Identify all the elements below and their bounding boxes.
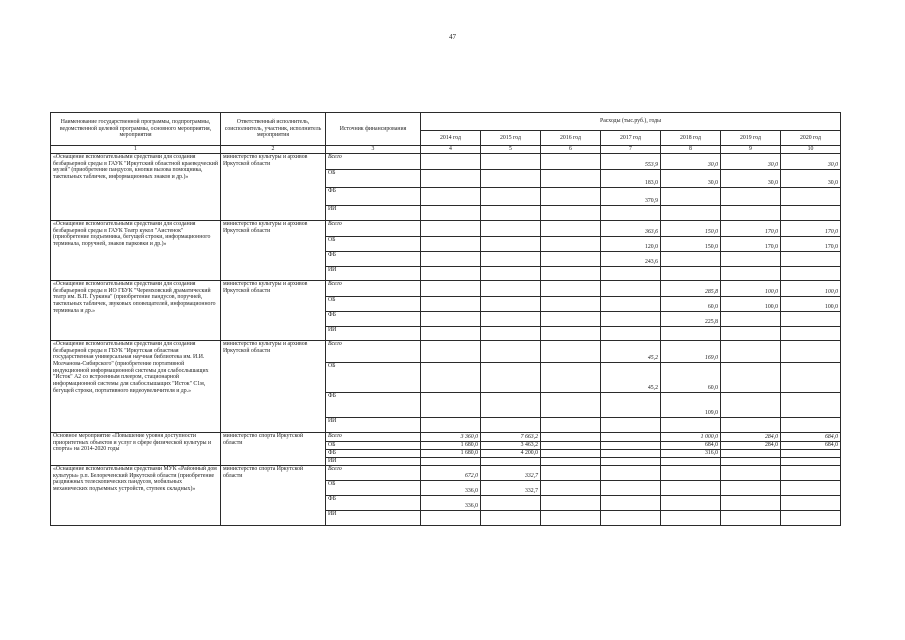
column-number: 1 [51,146,221,154]
amount-cell [481,267,541,281]
amount-cell [541,312,601,327]
column-number: 10 [781,146,841,154]
amount-cell: 7 663,2 [481,433,541,442]
amount-cell [421,458,481,466]
column-number: 3 [326,146,421,154]
amount-cell [481,221,541,237]
amount-cell [421,363,481,393]
amount-cell [421,252,481,267]
amount-cell [721,511,781,526]
funding-source: Всего [326,221,421,237]
funding-source: ОБ [326,442,421,450]
funding-source: ФБ [326,312,421,327]
amount-cell [421,418,481,433]
amount-cell [481,252,541,267]
amount-cell: 100,0 [721,281,781,297]
amount-cell [661,206,721,221]
amount-cell: 170,0 [721,221,781,237]
funding-source: ОБ [326,170,421,188]
amount-cell [541,341,601,363]
funding-source: ОБ [326,481,421,496]
amount-cell [721,206,781,221]
amount-cell: 3 360,0 [421,433,481,442]
funding-source: ИИ [326,267,421,281]
column-number-row [51,146,841,154]
amount-cell [661,327,721,341]
column-number: 7 [601,146,661,154]
amount-cell: 1 680,0 [421,450,481,458]
amount-cell [541,206,601,221]
header-source: Источник финансирования [326,113,421,146]
header-year: 2014 год [421,131,481,146]
amount-cell [781,267,841,281]
amount-cell [481,154,541,170]
amount-cell [481,418,541,433]
amount-cell [481,206,541,221]
amount-cell: 684,0 [781,442,841,450]
amount-cell: 120,0 [601,237,661,252]
amount-cell [541,221,601,237]
amount-cell: 684,0 [661,442,721,450]
column-number: 4 [421,146,481,154]
amount-cell [781,327,841,341]
amount-cell [481,363,541,393]
amount-cell: 150,0 [661,221,721,237]
amount-cell: 60,0 [661,297,721,312]
amount-cell [421,267,481,281]
amount-cell [781,188,841,206]
amount-cell [781,496,841,511]
measure-name: «Оснащение вспомогательными средствами для создания безбарьерной среды в ГБУК "Иркутская областная государственная универсальная научная библиотека им. И.И. Молчанова-Сибирского" (приобретение портативной индукционной информационной системы для слабослышащих "Исток" А2 со встроенным плеером, стационарной информационной системы для слабослышащих "Исток" С1м, бегущей строки, портативного видеоувеличителя и др.» [51,341,221,433]
amount-cell [421,221,481,237]
header-expenses: Расходы (тыс.руб.), годы [421,113,841,131]
amount-cell [721,327,781,341]
funding-source: ФБ [326,188,421,206]
amount-cell [601,327,661,341]
funding-source: ФБ [326,450,421,458]
amount-cell [781,312,841,327]
amount-cell [721,466,781,481]
amount-cell: 332,7 [481,466,541,481]
amount-cell [601,433,661,442]
measure-executor: министерство культуры и архивов Иркутской области [221,221,326,281]
amount-cell [421,341,481,363]
amount-cell [541,281,601,297]
amount-cell [541,433,601,442]
amount-cell [781,481,841,496]
amount-cell: 170,0 [781,237,841,252]
expenses-table [50,112,841,526]
amount-cell [721,393,781,418]
amount-cell [481,297,541,312]
amount-cell: 336,0 [421,496,481,511]
measure-name: «Оснащение вспомогательными средствами для создания безбарьерной среды в ГАУК "Иркутский областной краеведческий музей" (приобретение пандусов, кнопки вызова помощника, тактильных табличек, информационных знаков и др.)» [51,154,221,221]
amount-cell [781,341,841,363]
column-number: 6 [541,146,601,154]
funding-source: ИИ [326,206,421,221]
header-year: 2017 год [601,131,661,146]
amount-cell [541,363,601,393]
amount-cell: 336,0 [421,481,481,496]
amount-cell [601,458,661,466]
amount-cell: 1 680,0 [421,442,481,450]
amount-cell: 170,0 [781,221,841,237]
amount-cell [601,281,661,297]
funding-source: Всего [326,466,421,481]
amount-cell: 30,0 [661,170,721,188]
amount-cell: 285,8 [661,281,721,297]
funding-source: Всего [326,154,421,170]
amount-cell: 332,7 [481,481,541,496]
header-name: Наименование государственной программы, подпрограммы, ведомственной целевой программы, основного мероприятия, мероприятия [51,113,221,146]
amount-cell [721,496,781,511]
table-row [51,221,841,237]
amount-cell [481,458,541,466]
amount-cell [481,188,541,206]
column-number: 5 [481,146,541,154]
measure-name: Основное мероприятие «Повышение уровня доступности приоритетных объектов и услуг в сфере физической культуры и спорта» на 2014-2020 годы [51,433,221,466]
funding-source: ИИ [326,511,421,526]
table-row [51,341,841,363]
amount-cell [661,466,721,481]
amount-cell [421,281,481,297]
amount-cell [781,458,841,466]
amount-cell: 4 200,0 [481,450,541,458]
amount-cell: 363,6 [601,221,661,237]
column-number: 8 [661,146,721,154]
amount-cell [721,363,781,393]
amount-cell [601,450,661,458]
header-year: 2020 год [781,131,841,146]
amount-cell [421,170,481,188]
funding-source: ФБ [326,252,421,267]
amount-cell: 30,0 [661,154,721,170]
amount-cell [601,206,661,221]
amount-cell [421,511,481,526]
funding-source: ФБ [326,496,421,511]
amount-cell [781,450,841,458]
amount-cell [721,252,781,267]
amount-cell [481,393,541,418]
amount-cell [661,418,721,433]
amount-cell [601,466,661,481]
amount-cell [661,458,721,466]
amount-cell: 150,0 [661,237,721,252]
amount-cell [601,511,661,526]
amount-cell [661,481,721,496]
amount-cell [541,327,601,341]
amount-cell: 100,0 [781,281,841,297]
funding-source: ИИ [326,418,421,433]
funding-source: Всего [326,281,421,297]
amount-cell [421,297,481,312]
amount-cell [421,312,481,327]
amount-cell [541,267,601,281]
funding-source: ИИ [326,327,421,341]
amount-cell: 109,0 [661,393,721,418]
amount-cell [541,481,601,496]
amount-cell [421,327,481,341]
amount-cell [661,188,721,206]
amount-cell: 60,0 [661,363,721,393]
table-row [51,154,841,170]
column-number: 2 [221,146,326,154]
amount-cell [721,458,781,466]
table-row [51,281,841,297]
amount-cell [661,511,721,526]
amount-cell [541,237,601,252]
funding-source: ОБ [326,237,421,252]
amount-cell: 225,8 [661,312,721,327]
funding-source: Всего [326,433,421,442]
amount-cell [661,252,721,267]
funding-source: ИИ [326,458,421,466]
amount-cell [601,267,661,281]
amount-cell [421,188,481,206]
amount-cell [481,170,541,188]
amount-cell [541,496,601,511]
amount-cell [721,341,781,363]
measure-name: «Оснащение вспомогательными средствами для создания безбарьерной среды в ИО ГБУК "Черемховский драматический театр им. В.П. Гуркина" (приобретение пандусов, поручней, тактильных табличек, звуковых оповещателей, информационного терминала и др.» [51,281,221,341]
funding-source: ОБ [326,297,421,312]
amount-cell [541,418,601,433]
amount-cell [721,450,781,458]
amount-cell [781,511,841,526]
amount-cell [781,418,841,433]
amount-cell [601,442,661,450]
measure-executor: министерство спорта Иркутской области [221,433,326,466]
amount-cell: 30,0 [781,154,841,170]
amount-cell [781,206,841,221]
amount-cell: 100,0 [721,297,781,312]
amount-cell [601,297,661,312]
funding-source: ОБ [326,363,421,393]
amount-cell: 370,9 [601,188,661,206]
amount-cell [481,281,541,297]
amount-cell [541,188,601,206]
amount-cell [481,341,541,363]
amount-cell [541,170,601,188]
amount-cell: 243,6 [601,252,661,267]
amount-cell: 284,0 [721,442,781,450]
measure-executor: министерство культуры и архивов Иркутской области [221,341,326,433]
column-number: 9 [721,146,781,154]
amount-cell [481,237,541,252]
amount-cell [721,418,781,433]
measure-executor: министерство культуры и архивов Иркутской области [221,281,326,341]
amount-cell [541,442,601,450]
amount-cell [421,154,481,170]
amount-cell [781,466,841,481]
amount-cell [541,458,601,466]
amount-cell: 553,9 [601,154,661,170]
amount-cell [721,267,781,281]
amount-cell: 170,0 [721,237,781,252]
table-row [51,433,841,442]
amount-cell [541,252,601,267]
amount-cell [481,327,541,341]
amount-cell [541,393,601,418]
amount-cell: 45,2 [601,341,661,363]
amount-cell: 169,0 [661,341,721,363]
header-year: 2016 год [541,131,601,146]
amount-cell [481,496,541,511]
amount-cell: 3 463,2 [481,442,541,450]
funding-source: Всего [326,341,421,363]
amount-cell [721,312,781,327]
amount-cell: 30,0 [721,154,781,170]
amount-cell: 284,0 [721,433,781,442]
amount-cell [421,206,481,221]
amount-cell: 316,0 [661,450,721,458]
measure-name: «Оснащение вспомогательными средствами для создания безбарьерной среды в ГАУК Театр кукол "Аистенок"(приобретение подъемника, бегущей строки, информационного терминала, поручней, знаков парковки и др.)» [51,221,221,281]
amount-cell [481,312,541,327]
amount-cell [541,154,601,170]
amount-cell [421,393,481,418]
amount-cell [601,481,661,496]
amount-cell: 100,0 [781,297,841,312]
amount-cell [781,252,841,267]
amount-cell [721,481,781,496]
amount-cell [541,511,601,526]
amount-cell [421,237,481,252]
header-executor: Ответственный исполнитель, соисполнитель, участник, исполнитель мероприятия [221,113,326,146]
amount-cell: 1 000,0 [661,433,721,442]
funding-source: ФБ [326,393,421,418]
amount-cell [601,496,661,511]
amount-cell: 684,0 [781,433,841,442]
amount-cell [721,188,781,206]
header-year: 2019 год [721,131,781,146]
amount-cell [661,267,721,281]
amount-cell: 183,0 [601,170,661,188]
amount-cell: 45,2 [601,363,661,393]
header-year: 2015 год [481,131,541,146]
measure-executor: министерство культуры и архивов Иркутской области [221,154,326,221]
amount-cell [601,312,661,327]
amount-cell [781,363,841,393]
amount-cell: 672,0 [421,466,481,481]
amount-cell [481,511,541,526]
amount-cell: 30,0 [721,170,781,188]
table-row [51,466,841,481]
amount-cell: 30,0 [781,170,841,188]
header-year: 2018 год [661,131,721,146]
amount-cell [541,466,601,481]
page-number: 47 [449,33,456,41]
amount-cell [781,393,841,418]
measure-name: «Оснащение вспомогательными средствами МУК «Районный дом культуры» р.п. Белореченский Иркутской области (приобретение раздвижных телескопических пандусов, мобильных механических подъемных устройств, ступеек складных)» [51,466,221,526]
amount-cell [541,297,601,312]
amount-cell [601,393,661,418]
amount-cell [601,418,661,433]
amount-cell [661,496,721,511]
amount-cell [541,450,601,458]
measure-executor: министерство спорта Иркутской области [221,466,326,526]
